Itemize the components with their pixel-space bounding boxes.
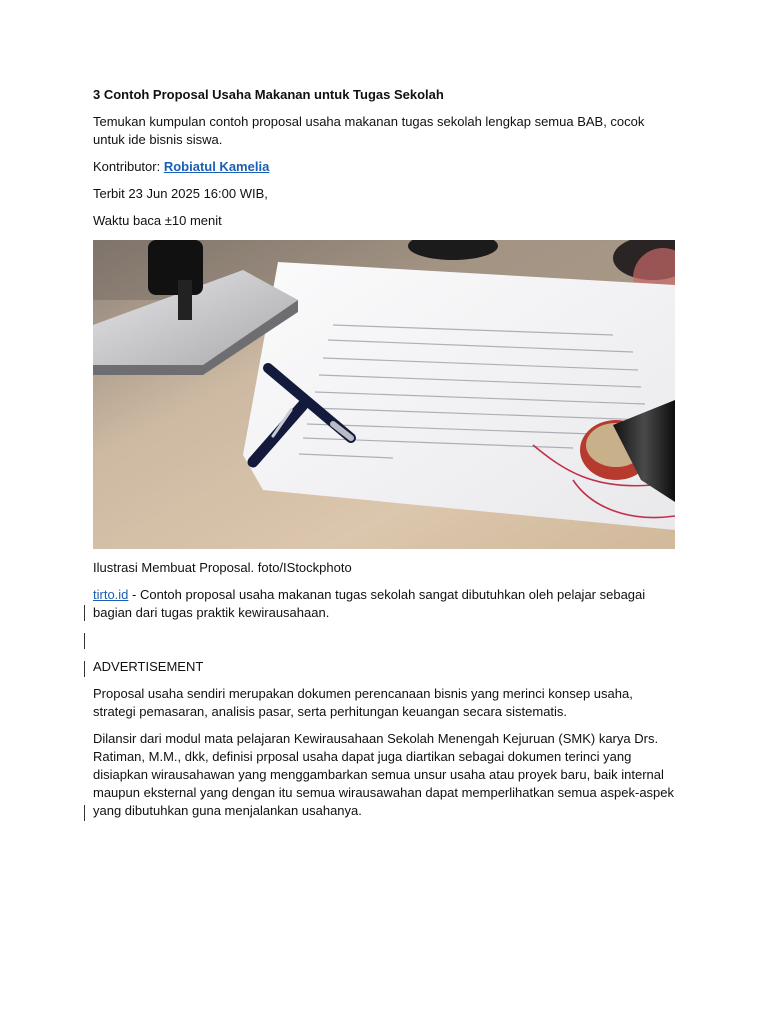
source-link[interactable]: tirto.id xyxy=(93,587,129,602)
empty-paragraph xyxy=(93,631,675,649)
change-bar xyxy=(84,805,85,821)
proposal-photo xyxy=(93,240,675,549)
read-time: Waktu baca ±10 menit xyxy=(93,213,222,228)
contributor-link[interactable]: Robiatul Kamelia xyxy=(163,159,270,174)
image-caption: Ilustrasi Membuat Proposal. foto/IStockphoto xyxy=(93,560,352,575)
change-bar xyxy=(84,605,85,621)
contributor-label: Kontributor: xyxy=(93,159,164,174)
advertisement-label: ADVERTISEMENT xyxy=(93,659,204,674)
body-paragraph-2: Dilansir dari modul mata pelajaran Kewirausahaan Sekolah Menengah Kejuruan (SMK) karya Drs. Ratiman, M.M., dkk, definisi prposal usaha dapat juga diartikan sebagai dokumen terinci yang disiapkan wirausahawan yang menggambarkan semua unsur usaha atau proyek baru, baik internal maupun eksternal yang dengan itu semua wirausawahan dapat memperlihatkan semua aspek-aspek yang dibutuhkan guna menjalankan usahanya. xyxy=(93,731,675,818)
article-summary: Temukan kumpulan contoh proposal usaha makanan tugas sekolah lengkap semua BAB, cocok untuk ide bisnis siswa. xyxy=(93,114,645,147)
article-body xyxy=(93,86,675,829)
contributor-line xyxy=(93,158,675,176)
article-title: 3 Contoh Proposal Usaha Makanan untuk Tugas Sekolah xyxy=(93,87,444,102)
body-paragraph-1: Proposal usaha sendiri merupakan dokumen perencanaan bisnis yang merinci konsep usaha, strategi pemasaran, analisis pasar, serta perhitungan keuangan secara sistematis. xyxy=(93,686,633,719)
change-bar xyxy=(84,633,85,649)
publish-date: Terbit 23 Jun 2025 16:00 WIB, xyxy=(93,186,268,201)
lead-text: - Contoh proposal usaha makanan tugas sekolah sangat dibutuhkan oleh pelajar sebagai bagian dari tugas praktik kewirausahaan. xyxy=(93,587,646,620)
change-bar xyxy=(84,661,85,677)
lead-paragraph xyxy=(93,586,675,622)
